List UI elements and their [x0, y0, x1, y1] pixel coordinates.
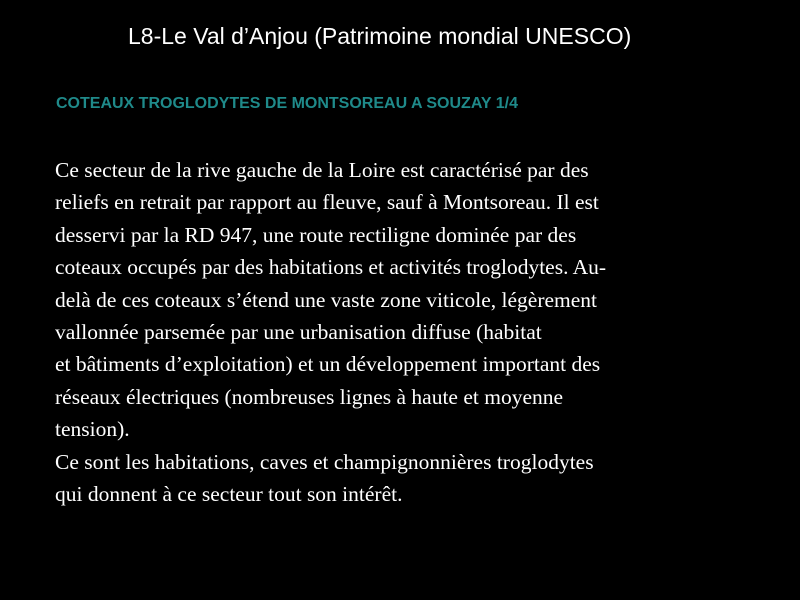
paragraph-1 — [55, 154, 755, 446]
section-heading: COTEAUX TROGLODYTES DE MONTSOREAU A SOUZAY 1/4 — [56, 95, 518, 112]
text-line: et bâtiments d’exploitation) et un développement important des — [55, 352, 601, 377]
text-line: delà de ces coteaux s’étend une vaste zone viticole, légèrement — [55, 287, 598, 312]
text-line: desservi par la RD 947, une route rectiligne dominée par des — [55, 222, 577, 247]
body-text — [55, 154, 755, 510]
text-line: qui donnent à ce secteur tout son intérêt. — [55, 482, 403, 507]
text-line: Ce sont les habitations, caves et champignonnières troglodytes — [55, 449, 594, 474]
text-line: Ce secteur de la rive gauche de la Loire est caractérisé par des — [55, 158, 589, 182]
text-line: coteaux occupés par des habitations et activités troglodytes. Au- — [55, 255, 607, 280]
slide-title: L8-Le Val d’Anjou (Patrimoine mondial UNESCO) — [128, 23, 632, 49]
text-line: réseaux électriques (nombreuses lignes à haute et moyenne — [55, 384, 564, 409]
paragraph-2 — [55, 446, 755, 511]
text-line: vallonnée parsemée par une urbanisation diffuse (habitat — [55, 320, 542, 345]
text-line: reliefs en retrait par rapport au fleuve, sauf à Montsoreau. Il est — [55, 190, 599, 215]
text-line: tension). — [55, 417, 130, 442]
